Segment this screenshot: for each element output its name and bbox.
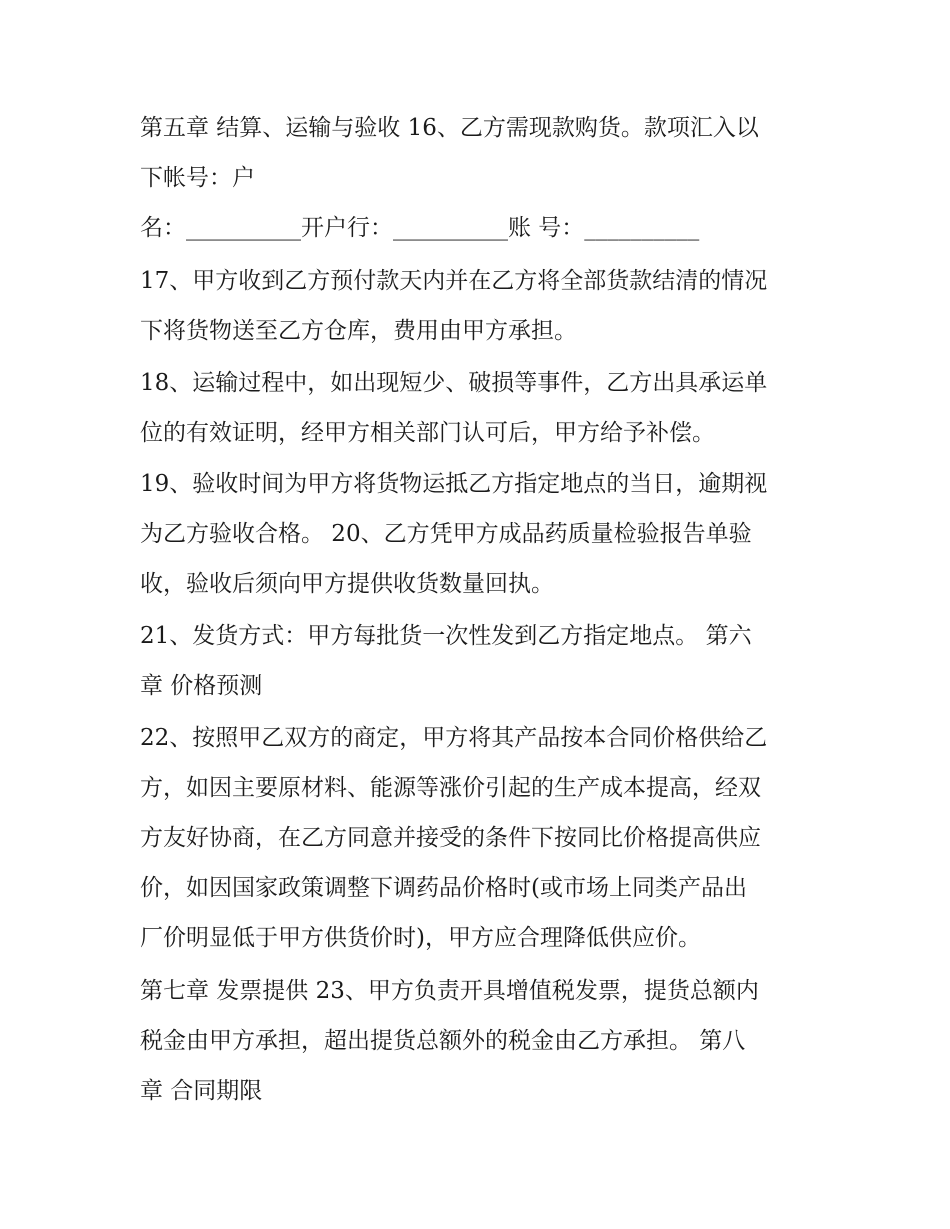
- paragraph-clause-19-20: [140, 459, 830, 609]
- text-line: 下帐号：户: [140, 165, 255, 191]
- text-line: 下将货物送至乙方仓库，费用由甲方承担。: [140, 318, 577, 344]
- text-line: 方，如因主要原材料、能源等涨价引起的生产成本提高，经双: [140, 775, 761, 801]
- text-line: 22、按照甲乙双方的商定，甲方将其产品按本合同价格供给乙: [140, 725, 768, 751]
- text-line: 方友好协商，在乙方同意并接受的条件下按同比价格提高供应: [140, 825, 761, 851]
- text-line: 厂价明显低于甲方供货价时)，甲方应合理降低供应价。: [140, 925, 701, 951]
- paragraph-clause-18: [140, 358, 830, 458]
- text-line: 为乙方验收合格。 20、乙方凭甲方成品药质量检验报告单验: [140, 521, 752, 547]
- text-line: 第七章 发票提供 23、甲方负责开具增值税发票，提货总额内: [140, 978, 759, 1004]
- text-line: 收，验收后须向甲方提供收货数量回执。: [140, 571, 554, 597]
- text-line: 21、发货方式：甲方每批货一次性发到乙方指定地点。 第六: [140, 623, 752, 649]
- paragraph-chapter-7-invoice: [140, 966, 830, 1116]
- paragraph-chapter-5-settlement: [140, 103, 830, 253]
- text-line: 17、甲方收到乙方预付款天内并在乙方将全部货款结清的情况: [140, 268, 768, 294]
- text-line: 名：__________开户行：__________账 号：__________: [140, 215, 700, 241]
- text-line: 章 价格预测: [140, 673, 263, 699]
- text-line: 位的有效证明，经甲方相关部门认可后，甲方给予补偿。: [140, 420, 715, 446]
- text-line: 价，如因国家政策调整下调药品价格时(或市场上同类产品出: [140, 875, 747, 901]
- text-line: 18、运输过程中，如出现短少、破损等事件，乙方出具承运单: [140, 370, 768, 396]
- text-line: 税金由甲方承担，超出提货总额外的税金由乙方承担。 第八: [140, 1028, 746, 1054]
- paragraph-clause-21: [140, 611, 830, 711]
- paragraph-clause-17: [140, 256, 830, 356]
- text-line: 第五章 结算、运输与验收 16、乙方需现款购货。款项汇入以: [140, 115, 759, 141]
- text-line: 章 合同期限: [140, 1078, 263, 1104]
- text-line: 19、验收时间为甲方将货物运抵乙方指定地点的当日，逾期视: [140, 471, 768, 497]
- paragraph-clause-22: [140, 713, 830, 963]
